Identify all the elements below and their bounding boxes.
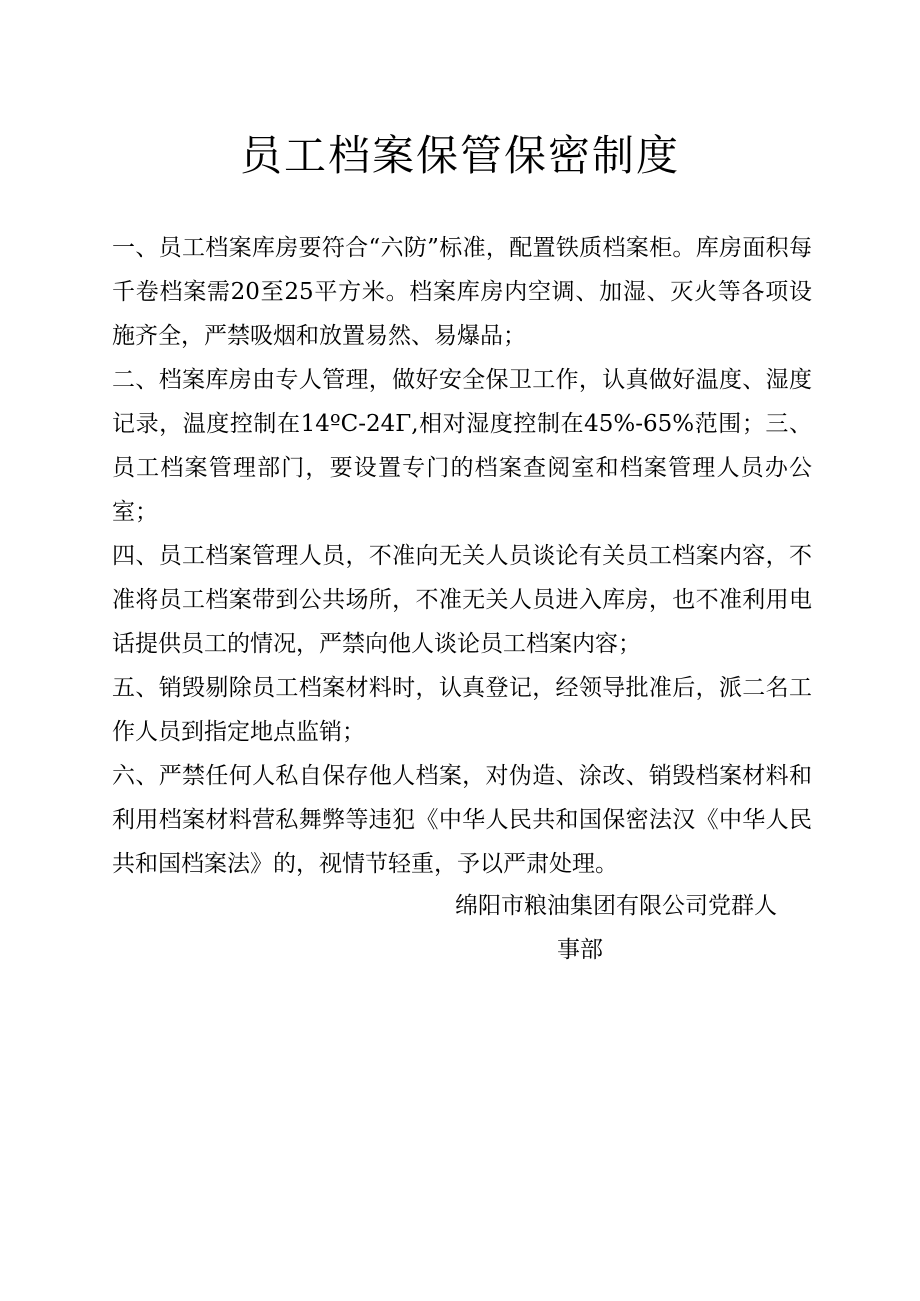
signature-department: 事部 [557, 937, 603, 963]
signature-block [455, 884, 815, 972]
paragraph-3: 四、员工档案管理人员，不准向无关人员谈论有关员工档案内容，不准将员工档案带到公共场所，不准无关人员进入库房，也不准利用电话提供员工的情况，严禁向他人谈论员工档案内容； [112, 543, 812, 657]
document-title: 员工档案保管保密制度 [239, 131, 680, 180]
document-body [112, 226, 812, 886]
paragraph-1: 一、员工档案库房要符合“六防”标准，配置铁质档案柜。库房面积每千卷档案需20至25平方米。档案库房内空调、加湿、灭火等各项设施齐全，严禁吸烟和放置易然、易爆品； [112, 235, 812, 349]
paragraph-2: 二、档案库房由专人管理，做好安全保卫工作，认真做好温度、湿度记录，温度控制在14ºC-24Γ,相对湿度控制在45%-65%范围；三、员工档案管理部门，要设置专门的档案查阅室和档案管理人员办公室； [112, 367, 812, 525]
paragraph-4: 五、销毁剔除员工档案材料时，认真登记，经领导批准后，派二名工作人员到指定地点监销； [112, 675, 812, 745]
paragraph-5: 六、严禁任何人私自保存他人档案，对伪造、涂改、销毁档案材料和利用档案材料营私舞弊等违犯《中华人民共和国保密法汉《中华人民共和国档案法》的，视情节轻重，予以严肃处理。 [112, 763, 812, 877]
signature-organization: 绵阳市粮油集团有限公司党群人 [455, 893, 777, 919]
